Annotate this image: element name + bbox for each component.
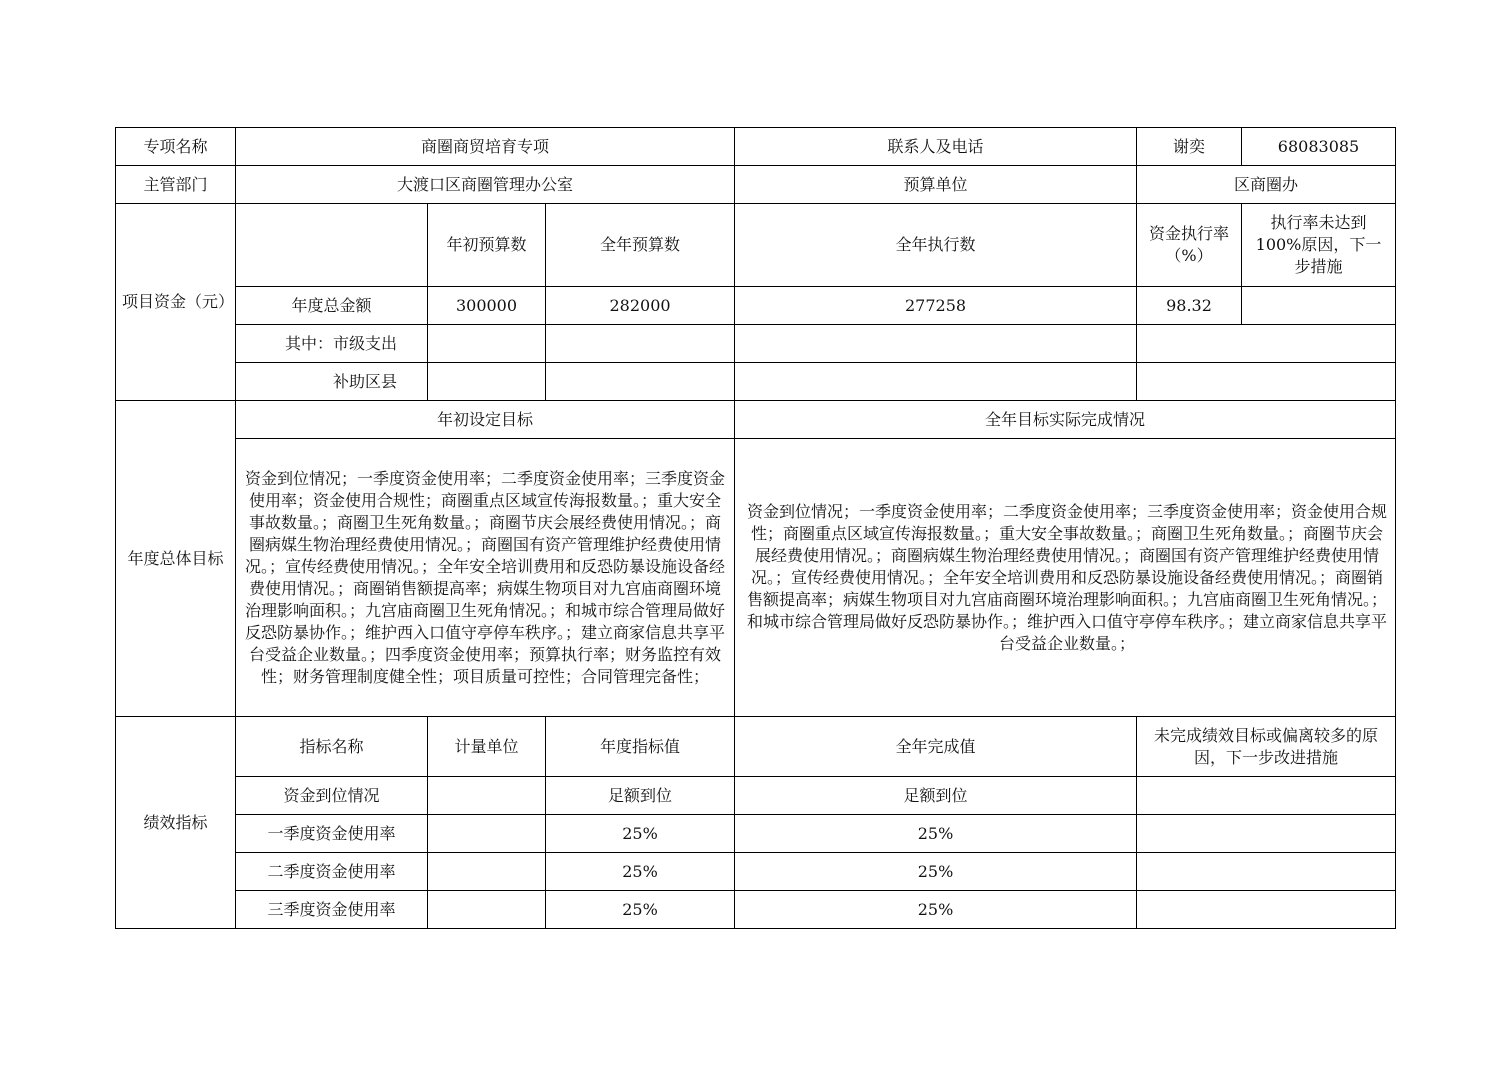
funds-row-total bbox=[116, 287, 1396, 325]
col-indicator-actual: 全年完成值 bbox=[735, 717, 1137, 777]
indicator-target: 足额到位 bbox=[546, 777, 735, 815]
indicator-name: 三季度资金使用率 bbox=[236, 891, 428, 929]
budget-unit-label: 预算单位 bbox=[735, 166, 1137, 204]
col-initial-budget: 年初预算数 bbox=[428, 204, 546, 287]
funds-executed-value bbox=[735, 325, 1137, 363]
funds-annual-value: 282000 bbox=[546, 287, 735, 325]
indicator-actual: 25% bbox=[735, 853, 1137, 891]
funds-rate-value: 98.32 bbox=[1137, 287, 1242, 325]
funds-reason-value bbox=[1242, 287, 1396, 325]
indicator-target: 25% bbox=[546, 853, 735, 891]
funds-executed-value bbox=[735, 363, 1137, 401]
funds-initial-value bbox=[428, 325, 546, 363]
funds-row-district bbox=[116, 363, 1396, 401]
contact-phone: 68083085 bbox=[1242, 128, 1396, 166]
col-reason: 执行率未达到100%原因，下一步措施 bbox=[1242, 204, 1396, 287]
indicator-actual: 足额到位 bbox=[735, 777, 1137, 815]
indicator-unit bbox=[428, 777, 546, 815]
indicator-target: 25% bbox=[546, 815, 735, 853]
indicator-reason bbox=[1137, 891, 1396, 929]
col-indicator-reason: 未完成绩效目标或偏离较多的原因，下一步改进措施 bbox=[1137, 717, 1396, 777]
goals-header-row bbox=[116, 401, 1396, 439]
indicator-name: 二季度资金使用率 bbox=[236, 853, 428, 891]
funds-header-row bbox=[116, 204, 1396, 287]
funds-label: 项目资金（元） bbox=[116, 204, 236, 401]
contact-label: 联系人及电话 bbox=[735, 128, 1137, 166]
header-row-1 bbox=[116, 128, 1396, 166]
funds-row-city bbox=[116, 325, 1396, 363]
indicator-row bbox=[116, 815, 1396, 853]
indicators-header-row bbox=[116, 717, 1396, 777]
indicator-unit bbox=[428, 853, 546, 891]
funds-row-label: 补助区县 bbox=[236, 363, 428, 401]
goals-text-row bbox=[116, 439, 1396, 717]
dept-value: 大渡口区商圈管理办公室 bbox=[236, 166, 735, 204]
col-indicator-name: 指标名称 bbox=[236, 717, 428, 777]
indicator-actual: 25% bbox=[735, 815, 1137, 853]
funds-executed-value: 277258 bbox=[735, 287, 1137, 325]
col-annual-executed: 全年执行数 bbox=[735, 204, 1137, 287]
actual-goals-text: 资金到位情况；一季度资金使用率；二季度资金使用率；三季度资金使用率；资金使用合规性；商圈重点区域宣传海报数量。；重大安全事故数量。；商圈卫生死角数量。；商圈节庆会展经费使用情况。；商圈病媒生物治理经费使用情况。；商圈国有资产管理维护经费使用情况。；宣传经费使用情况。；全年安全培训费用和反恐防暴设施设备经费使用情况。；商圈销售额提高率；病媒生物项目对九宫庙商圈环境治理影响面积。；九宫庙商圈卫生死角情况。；和城市综合管理局做好反恐防暴协作。；维护西入口值守亭停车秩序。；建立商家信息共享平台受益企业数量。； bbox=[735, 439, 1396, 717]
indicator-reason bbox=[1137, 777, 1396, 815]
funds-row-label: 年度总金额 bbox=[236, 287, 428, 325]
indicator-row bbox=[116, 853, 1396, 891]
col-indicator-unit: 计量单位 bbox=[428, 717, 546, 777]
funds-initial-value bbox=[428, 363, 546, 401]
indicator-actual: 25% bbox=[735, 891, 1137, 929]
indicator-name: 资金到位情况 bbox=[236, 777, 428, 815]
col-execution-rate: 资金执行率（%） bbox=[1137, 204, 1242, 287]
funds-annual-value bbox=[546, 325, 735, 363]
col-indicator-target: 年度指标值 bbox=[546, 717, 735, 777]
indicator-unit bbox=[428, 815, 546, 853]
funds-rate-value bbox=[1137, 325, 1396, 363]
funds-annual-value bbox=[546, 363, 735, 401]
indicator-reason bbox=[1137, 853, 1396, 891]
indicator-unit bbox=[428, 891, 546, 929]
indicator-row bbox=[116, 777, 1396, 815]
project-name-label: 专项名称 bbox=[116, 128, 236, 166]
funds-row-label: 其中：市级支出 bbox=[236, 325, 428, 363]
goals-label: 年度总体目标 bbox=[116, 401, 236, 717]
col-annual-budget: 全年预算数 bbox=[546, 204, 735, 287]
indicator-name: 一季度资金使用率 bbox=[236, 815, 428, 853]
contact-name: 谢奕 bbox=[1137, 128, 1242, 166]
set-goals-text: 资金到位情况；一季度资金使用率；二季度资金使用率；三季度资金使用率；资金使用合规性；商圈重点区域宣传海报数量。；重大安全事故数量。；商圈卫生死角数量。；商圈节庆会展经费使用情况。；商圈病媒生物治理经费使用情况。；商圈国有资产管理维护经费使用情况。；宣传经费使用情况。；全年安全培训费用和反恐防暴设施设备经费使用情况。；商圈销售额提高率；病媒生物项目对九宫庙商圈环境治理影响面积。；九宫庙商圈卫生死角情况。；和城市综合管理局做好反恐防暴协作。；维护西入口值守亭停车秩序。；建立商家信息共享平台受益企业数量。；四季度资金使用率；预算执行率；财务监控有效性；财务管理制度健全性；项目质量可控性；合同管理完备性； bbox=[236, 439, 735, 717]
funds-initial-value: 300000 bbox=[428, 287, 546, 325]
funds-rate-value bbox=[1137, 363, 1396, 401]
budget-unit-value: 区商圈办 bbox=[1137, 166, 1396, 204]
indicators-label: 绩效指标 bbox=[116, 717, 236, 929]
header-row-2 bbox=[116, 166, 1396, 204]
dept-label: 主管部门 bbox=[116, 166, 236, 204]
indicator-target: 25% bbox=[546, 891, 735, 929]
funds-header-blank bbox=[236, 204, 428, 287]
indicator-reason bbox=[1137, 815, 1396, 853]
col-actual-goals: 全年目标实际完成情况 bbox=[735, 401, 1396, 439]
col-set-goals: 年初设定目标 bbox=[236, 401, 735, 439]
performance-report-table bbox=[115, 127, 1396, 929]
indicator-row bbox=[116, 891, 1396, 929]
project-name-value: 商圈商贸培育专项 bbox=[236, 128, 735, 166]
